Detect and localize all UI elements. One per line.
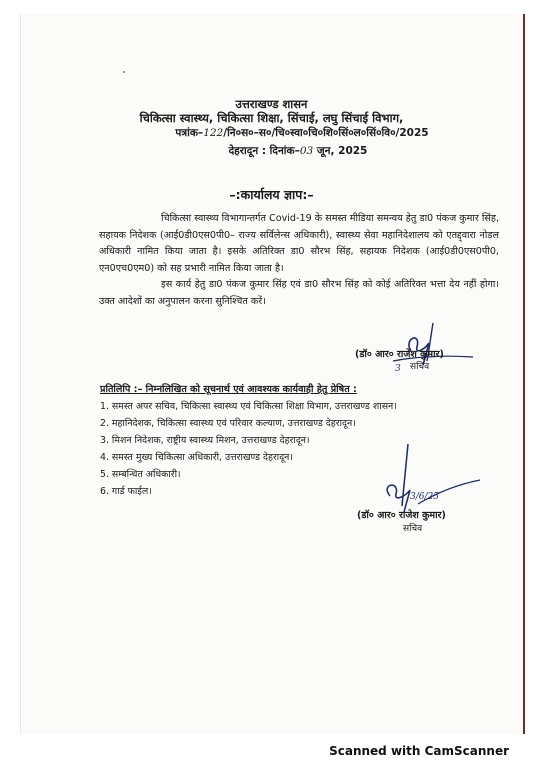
list-item: 3. मिशन निदेशक, राष्ट्रीय स्वास्थ्य मिशन, उत्तराखण्ड देहरादून। [100, 435, 310, 446]
reference-prefix: पत्रांक– [175, 127, 204, 139]
signature-2-role: सचिव [403, 524, 423, 534]
list-item: 1. समस्त अपर सचिव, चिकित्सा स्वास्थ्य एवं चिकित्सा शिक्षा विभाग, उत्तराखण्ड शासन। [100, 401, 397, 412]
list-item: 6. गार्ड फाईल। [100, 486, 152, 497]
list-item: 5. सम्बन्धित अधिकारी। [100, 469, 181, 480]
signature-2-name: (डॉ० आर० राजेश कुमार) [357, 510, 446, 521]
camscanner-watermark: Scanned with CamScanner [329, 744, 509, 758]
memo-body [99, 211, 499, 310]
place-date [78, 144, 518, 158]
government-heading: उत्तराखण्ड शासन [235, 97, 308, 111]
place-prefix: देहरादून : दिनांक– [228, 145, 300, 157]
date-handwritten-day: 03 [299, 145, 314, 157]
copy-to-heading: प्रतिलिपि :– निम्नलिखित को सूचनार्थ एवं आवश्यक कार्यवाही हेतु प्रेषित : [100, 384, 357, 395]
document-page [20, 14, 525, 734]
body-paragraph-2: इस कार्य हेतु डा0 पंकज कुमार सिंह एवं डा0 सौरभ सिंह को कोई अतिरिक्त भत्ता देय नहीं होगा। उक्त आदेशों का अनुपालन करना सुनिश्चित करें। [99, 279, 499, 307]
signature-1-role: सचिव [410, 362, 430, 372]
signature-1-name: (डॉ० आर० राजेश कुमार) [355, 349, 444, 360]
list-item: 4. समस्त मुख्य चिकित्सा अधिकारी, उत्तराखण्ड देहरादून। [100, 452, 293, 463]
list-item: 2. महानिदेशक, चिकित्सा स्वास्थ्य एवं परिवार कल्याण, उत्तराखण्ड देहरादून। [100, 418, 356, 429]
memo-title: –:कार्यालय ज्ञाप:– [229, 187, 314, 202]
reference-rest: /नि०स०–स०/चि०स्वा०चि०शि०सिं०ल०सिं०वि०/2025 [223, 127, 429, 139]
reference-handwritten-number: 122 [203, 127, 224, 139]
signature-2-date-mark: 3/6/25 [410, 492, 439, 502]
place-rest: जून, 2025 [313, 145, 368, 157]
scan-speck [123, 71, 125, 73]
body-paragraph-1: चिकित्सा स्वास्थ्य विभागान्तर्गत Covid-19 के समस्त मीडिया समन्वय हेतु डा0 पंकज कुमार सिंह, सहायक निदेशक (आई0डी0एस0पी0– राज्य सर्विलेन्स अधिकारी), स्वास्थ्य सेवा महानिदेशालय को एतद्द्वारा नोडल अधिकारी नामित किया जाता है। इसके अतिरिक्त डा0 सौरभ सिंह, सहायक निदेशक (आई0डी0एस0पी0, एन0एच0एम0) को सह प्रभारी नामित किया जाता है। [99, 213, 499, 274]
signature-1-mark: 3 [395, 364, 401, 374]
department-heading: चिकित्सा स्वास्थ्य, चिकित्सा शिक्षा, सिंचाई, लघु सिंचाई विभाग, [139, 111, 404, 125]
reference-number [82, 126, 522, 140]
